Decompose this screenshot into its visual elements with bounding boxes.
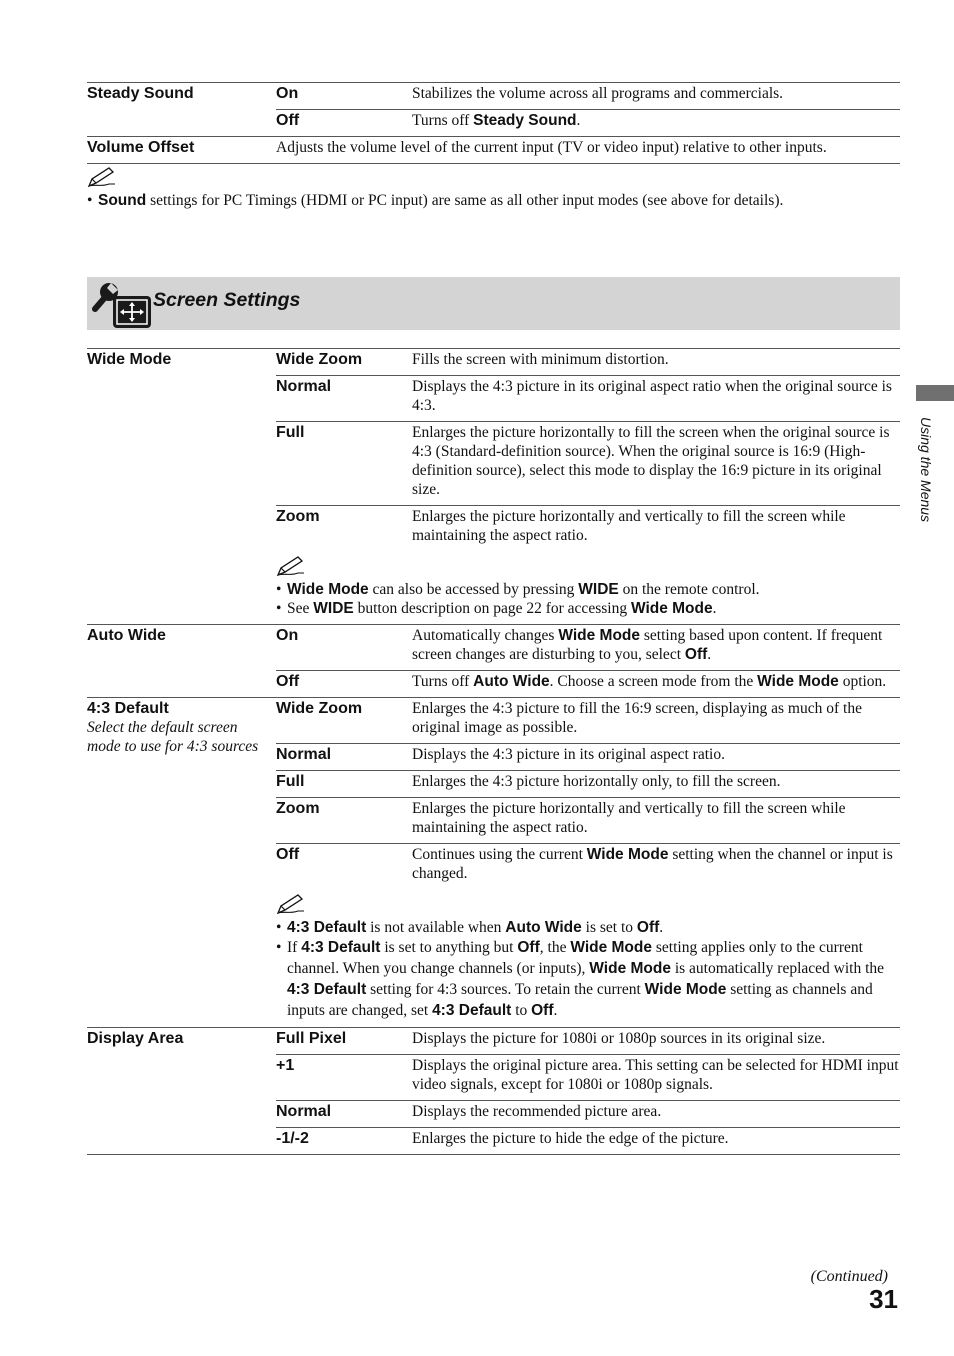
default-43-sub: Select the default screen mode to use for 4:3 sources xyxy=(87,719,259,755)
display-area-label: Display Area xyxy=(87,1028,276,1155)
volume-offset-desc: Adjusts the volume level of the current input (TV or video input) relative to other inputs. xyxy=(276,137,900,164)
note-pencil-icon xyxy=(276,893,306,915)
option-desc: Displays the picture for 1080i or 1080p sources in its original size. xyxy=(412,1028,900,1055)
default-43-note xyxy=(276,889,900,1028)
option-name: Wide Zoom xyxy=(276,349,412,376)
option-desc: Enlarges the 4:3 picture to fill the 16:9 screen, displaying as much of the original image as possible. xyxy=(412,698,900,744)
note-pencil-icon xyxy=(87,166,117,188)
note-item: • See WIDE button description on page 22 for accessing Wide Mode. xyxy=(276,599,900,618)
auto-wide-label: Auto Wide xyxy=(87,625,276,698)
steady-sound-label: Steady Sound xyxy=(87,83,276,110)
option-desc: Enlarges the picture to hide the edge of the picture. xyxy=(412,1128,900,1155)
option-name: Zoom xyxy=(276,798,412,844)
option-desc: Turns off Steady Sound. xyxy=(412,110,900,137)
option-name: Wide Zoom xyxy=(276,698,412,744)
option-name: Normal xyxy=(276,376,412,422)
option-name: Normal xyxy=(276,1101,412,1128)
side-tab-marker xyxy=(916,385,954,401)
option-name: Normal xyxy=(276,744,412,771)
option-name: -1/-2 xyxy=(276,1128,412,1155)
screen-settings-icon xyxy=(91,281,151,329)
screen-settings-table xyxy=(87,348,900,1155)
option-desc: Fills the screen with minimum distortion. xyxy=(412,349,900,376)
sound-note xyxy=(87,166,900,210)
option-name: On xyxy=(276,83,412,110)
option-desc: Displays the 4:3 picture in its original aspect ratio when the original source is 4:3. xyxy=(412,376,900,422)
section-title: Screen Settings xyxy=(153,289,301,311)
option-desc: Enlarges the picture horizontally to fill the screen when the original source is 4:3 (Standard-definition source). When the original source is 16:9 (High-definition source), select this mode to display the 16:9 picture in its original size. xyxy=(412,422,900,506)
option-name: Off xyxy=(276,673,300,690)
option-name: Off xyxy=(276,846,300,863)
note-item: • If 4:3 Default is set to anything but Off, the Wide Mode setting applies only to the current channel. When you change channels (or inputs), Wide Mode is automatically replaced with the 4:3 Default setting for 4:3 sources. To retain the current Wide Mode setting as channels and inputs are changed, set 4:3 Default to Off. xyxy=(276,937,900,1021)
side-section-label: Using the Menus xyxy=(918,417,934,523)
option-desc: Enlarges the 4:3 picture horizontally only, to fill the screen. xyxy=(412,771,900,798)
continued-label: (Continued) xyxy=(810,1268,888,1285)
option-desc: Automatically changes Wide Mode setting based upon content. If frequent screen changes are disturbing to you, select Off. xyxy=(412,625,900,671)
option-name: Off xyxy=(276,110,412,137)
option-desc: Enlarges the picture horizontally and vertically to fill the screen while maintaining the aspect ratio. xyxy=(412,798,900,844)
option-name: Full xyxy=(276,422,412,506)
option-desc: Continues using the current Wide Mode setting when the channel or input is changed. xyxy=(412,846,893,882)
default-43-label: 4:3 Default xyxy=(87,700,169,717)
option-name: Zoom xyxy=(276,508,320,525)
wide-mode-note xyxy=(276,551,900,625)
page-number: 31 xyxy=(869,1284,898,1314)
section-header xyxy=(87,277,900,330)
option-desc: Stabilizes the volume across all programs and commercials. xyxy=(412,83,900,110)
note-item: • Sound settings for PC Timings (HDMI or PC input) are same as all other input modes (see above for details). xyxy=(87,191,900,210)
option-name: On xyxy=(276,625,412,671)
option-name: +1 xyxy=(276,1055,412,1101)
sound-table xyxy=(87,82,900,164)
note-item: • Wide Mode can also be accessed by pressing WIDE on the remote control. xyxy=(276,580,900,599)
note-pencil-icon xyxy=(276,555,306,577)
option-desc: Displays the 4:3 picture in its original aspect ratio. xyxy=(412,744,900,771)
note-item: • 4:3 Default is not available when Auto Wide is set to Off. xyxy=(276,918,900,937)
option-desc: Turns off Auto Wide. Choose a screen mode from the Wide Mode option. xyxy=(412,673,887,690)
option-desc: Enlarges the picture horizontally and vertically to fill the screen while maintaining the aspect ratio. xyxy=(412,508,846,544)
default-43-cell xyxy=(87,698,276,1028)
option-desc: Displays the original picture area. This setting can be selected for HDMI input video signals, except for 1080i or 1080p signals. xyxy=(412,1055,900,1101)
wide-mode-label: Wide Mode xyxy=(87,349,276,625)
volume-offset-label: Volume Offset xyxy=(87,137,276,164)
option-desc: Displays the recommended picture area. xyxy=(412,1101,900,1128)
option-name: Full xyxy=(276,771,412,798)
option-name: Full Pixel xyxy=(276,1028,412,1055)
